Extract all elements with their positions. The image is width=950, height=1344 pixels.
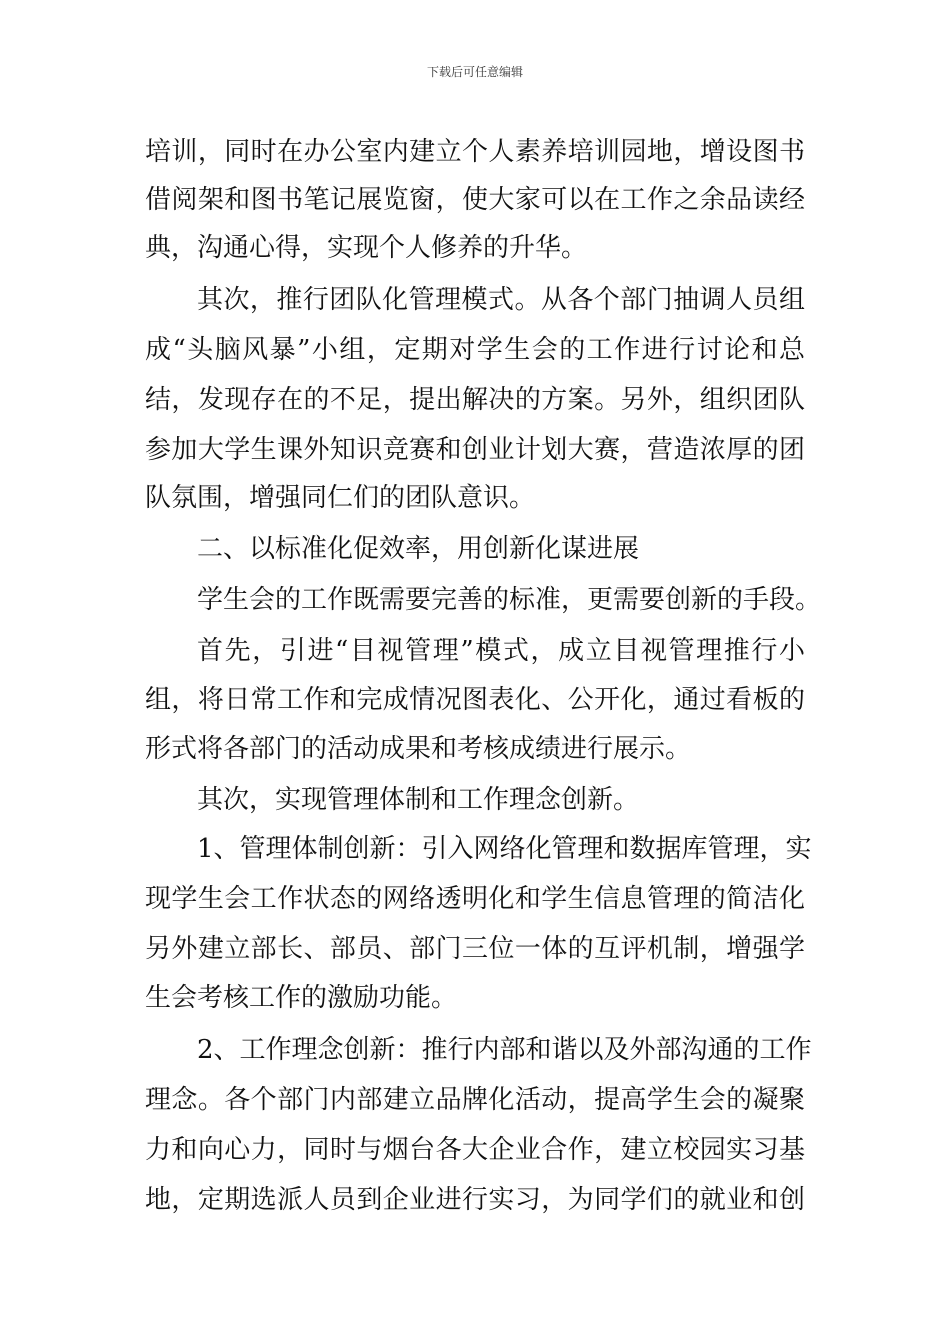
- text-line: 组，将日常工作和完成情况图表化、公开化，通过看板的: [145, 685, 805, 715]
- text-line: 力和向心力，同时与烟台各大企业合作，建立校园实习基: [145, 1135, 805, 1165]
- text-line: 培训，同时在办公室内建立个人素养培训园地，增设图书: [145, 137, 805, 167]
- text-line: 地，定期选派人员到企业进行实习，为同学们的就业和创: [145, 1185, 805, 1215]
- text-line: 首先，引进“目视管理”模式，成立目视管理推行小: [197, 636, 805, 666]
- text-line: 借阅架和图书笔记展览窗，使大家可以在工作之余品读经: [145, 185, 805, 215]
- text-line: 形式将各部门的活动成果和考核成绩进行展示。: [145, 734, 692, 764]
- text-line: 其次，实现管理体制和工作理念创新。: [197, 785, 640, 815]
- text-line: 理念。各个部门内部建立品牌化活动，提高学生会的凝聚: [145, 1085, 805, 1115]
- page-header: 下载后可任意编辑: [426, 65, 523, 79]
- text-line: 成“头脑风暴”小组，定期对学生会的工作进行讨论和总: [145, 335, 805, 365]
- text-line: 2、工作理念创新：推行内部和谐以及外部沟通的工作: [197, 1035, 812, 1065]
- text-line: 1、管理体制创新：引入网络化管理和数据库管理，实: [197, 834, 812, 864]
- text-line: 生会考核工作的激励功能。: [145, 983, 458, 1013]
- text-line: 队氛围，增强同仁们的团队意识。: [145, 483, 536, 513]
- text-line: 二、以标准化促效率，用创新化谋进展: [197, 534, 640, 564]
- text-line: 典，沟通心得，实现个人修养的升华。: [145, 233, 588, 263]
- text-line: 另外建立部长、部员、部门三位一体的互评机制，增强学: [145, 934, 805, 964]
- text-line: 其次，推行团队化管理模式。从各个部门抽调人员组: [197, 285, 805, 315]
- text-line: 参加大学生课外知识竞赛和创业计划大赛，营造浓厚的团: [145, 435, 805, 465]
- text-line: 学生会的工作既需要完善的标准，更需要创新的手段。: [197, 585, 822, 615]
- text-line: 结，发现存在的不足，提出解决的方案。另外，组织团队: [145, 385, 805, 415]
- text-line: 现学生会工作状态的网络透明化和学生信息管理的简洁化: [145, 884, 805, 914]
